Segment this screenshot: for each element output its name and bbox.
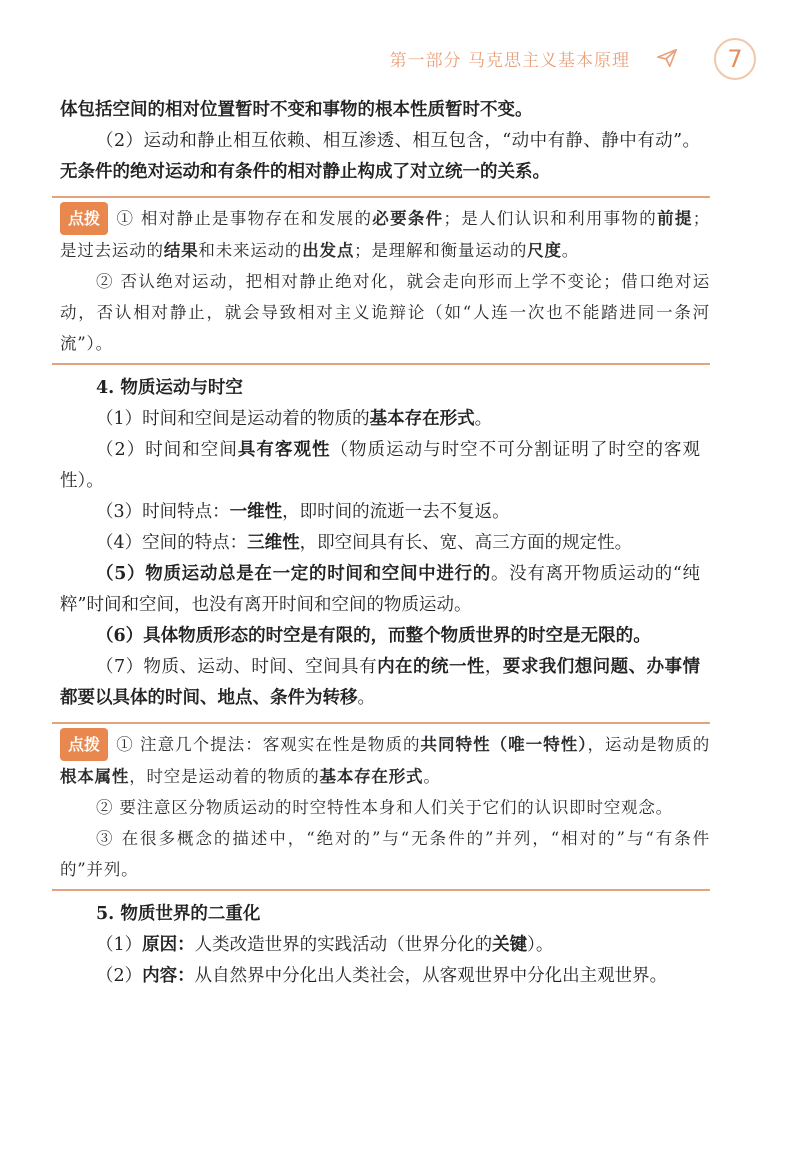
text: 和未来运动的	[198, 241, 303, 260]
text: ，运动是物质的	[587, 735, 710, 754]
text: （2）	[96, 966, 143, 986]
text-bold: 三维性	[247, 533, 300, 553]
text: （物质运动与时空不可分割证明了时空的客观性）。	[60, 440, 701, 491]
tip-2-line-3: ③ 在很多概念的描述中，“绝对的”与“无条件的”并列，“相对的”与“有条件的”并列。	[60, 829, 710, 879]
text: ）。	[527, 935, 554, 955]
section-4-title: 4. 物质运动与时空	[96, 378, 243, 398]
page-header	[360, 38, 760, 82]
tip-2-line-1	[60, 728, 710, 792]
text: ① 注意几个提法：客观实在性是物质的	[116, 735, 421, 754]
tip-badge: 点拨	[60, 202, 108, 235]
text: ，即时间的流逝一去不复返。	[282, 502, 510, 522]
text-bold: 必要条件	[372, 209, 444, 228]
sec4-item-3	[60, 497, 700, 528]
text: ，即空间具有长、宽、高三方面的规定性。	[299, 533, 633, 553]
text: ；是人们认识和利用事物的	[443, 209, 658, 228]
sec4-item-5	[60, 559, 700, 621]
text-bold: 前提	[657, 209, 693, 228]
text: （7）物质、运动、时间、空间具有	[96, 657, 378, 677]
page-content	[60, 95, 710, 992]
text-bold: 内容：	[142, 966, 195, 986]
text-bold: 一维性	[229, 502, 283, 522]
text-bold: 基本存在形式	[369, 409, 475, 429]
tip-2-line-2: ② 要注意区分物质运动的时空特性本身和人们关于它们的认识即时空观念。	[96, 798, 673, 817]
tip-1-line-2: ② 否认绝对运动，把相对静止绝对化，就会走向形而上学不变论；借口绝对运动，否认相对静止，就会导致相对主义诡辩论（如“人连一次也不能踏进同一条河流”）。	[60, 272, 710, 353]
section-title: 第一部分 马克思主义基本原理	[389, 51, 630, 71]
text-bold: （6）	[96, 626, 144, 646]
text-bold: 具有客观性	[237, 440, 331, 460]
text-bold: 共同特性（唯一特性）	[420, 735, 588, 754]
text: 。	[561, 241, 580, 260]
text: ；是过去运动的	[60, 209, 710, 260]
page-number: 7	[714, 38, 756, 80]
text-bold: 。	[633, 626, 651, 646]
text-bold: 具体物质形态的时空是有限的，而整个物质世界的时空是无限的	[143, 626, 634, 646]
text-bold: （5）	[96, 564, 146, 584]
section-5-title: 5. 物质世界的二重化	[96, 904, 261, 924]
text: 。	[474, 409, 493, 429]
tip-1-line-1	[60, 202, 710, 266]
text: （4）空间的特点：	[96, 533, 248, 553]
sec4-item-1	[60, 404, 700, 435]
sec5-item-1	[60, 930, 700, 961]
text: 人类改造世界的实践活动（世界分化的	[194, 935, 493, 955]
tip-badge: 点拨	[60, 728, 108, 761]
text-bold: 原因：	[142, 935, 195, 955]
text-bold: 出发点	[302, 241, 355, 260]
text-bold: 无条件的绝对运动和有条件的相对静止构成了对立统一的关系。	[60, 162, 550, 182]
paragraph-motion-rest	[60, 126, 700, 188]
text: 从自然界中分化出人类社会，从客观世界中分化出主观世界。	[194, 966, 668, 986]
text-bold: 尺度	[527, 241, 562, 260]
text-bold: 根本属性	[60, 767, 130, 786]
text: ，	[484, 657, 503, 677]
paragraph-continued	[60, 95, 700, 126]
sec5-item-2	[60, 961, 700, 992]
text-bold: 要求我们想问题、办事情都要以具体的时间、地点、条件为转移	[60, 657, 701, 708]
text-bold: 体包括空间的相对位置暂时不变和事物的根本性质暂时不变。	[60, 100, 533, 120]
text: （3）时间特点：	[96, 502, 230, 522]
text: 。	[357, 688, 375, 708]
sec4-item-6	[60, 621, 700, 652]
text: （1）时间和空间是运动着的物质的	[96, 409, 370, 429]
sec4-item-2	[60, 435, 700, 497]
text: （2）运动和静止相互依赖、相互渗透、相互包含，“动中有静、静中有动”。	[96, 131, 700, 151]
text: ，时空是运动着的物质的	[129, 767, 320, 786]
text: （1）	[96, 935, 143, 955]
tip-box-1	[52, 196, 710, 365]
paper-plane-icon	[656, 47, 678, 69]
text-bold: 结果	[163, 241, 199, 260]
text: ① 相对静止是事物存在和发展的	[116, 209, 373, 228]
text: 。	[423, 767, 441, 786]
text: ；是理解和衡量运动的	[354, 241, 528, 260]
text-bold: 内在的统一性	[377, 657, 485, 677]
sec4-item-7	[60, 652, 700, 714]
tip-box-2	[52, 722, 710, 891]
text: 。没有离开物质运动的“纯粹”时间和空间，也没有离开时间和空间的物质运动。	[60, 564, 701, 615]
text: （2）时间和空间	[96, 440, 238, 460]
text-bold: 基本存在形式	[319, 767, 424, 786]
text-bold: 关键	[492, 935, 528, 955]
text-bold: 物质运动总是在一定的时间和空间中进行的	[145, 564, 491, 584]
sec4-item-4	[60, 528, 700, 559]
